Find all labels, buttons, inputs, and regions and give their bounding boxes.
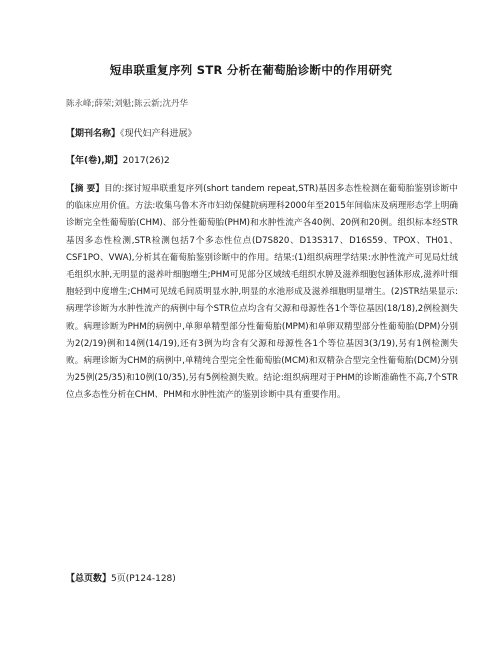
pages-value: 5页(P124-128) <box>111 574 176 584</box>
journal-label: 【期刊名称】 <box>66 129 121 139</box>
journal-value: 《现代妇产科进展》 <box>120 129 197 139</box>
issue-label: 【年(卷),期】 <box>66 156 123 166</box>
issue-line <box>66 153 170 166</box>
author-list: 陈永峰;薛荣;刘魁;陈云新;沈丹华 <box>66 99 188 109</box>
issue-value: 2017(26)2 <box>122 156 170 166</box>
pages-line <box>66 571 176 584</box>
abstract-label: 【摘 要】 <box>66 184 105 194</box>
journal-line <box>66 126 197 139</box>
paper-title: 短串联重复序列 STR 分析在葡萄胎诊断中的作用研究 <box>109 63 393 77</box>
abstract-text: 目的:探讨短串联重复序列(short tandem repeat,STR)基因多态性检测在葡萄胎鉴别诊断中的临床应用价值。方法:收集乌鲁木齐市妇幼保健院病理科2000年至2015年间临床及病理形态学上明确诊断完全性葡萄胎(CHM)、部分性葡萄胎(PHM)和水肿性流产各40例、20例和20例。组织标本经STR基因多态性检测,STR检测包括7个多态性位点(D7S820、D13S317、D16S59、TPOX、TH01、CSF1PO、VWA),分析其在葡萄胎鉴别诊断中的作用。结果:(1)组织病理学结果:水肿性流产可见局灶绒毛组织水肿,无明显的滋养叶细胞增生;PHM可见部分区域绒毛组织水肿及滋养细胞包涵体形成,滋养叶细胞轻到中度增生;CHM可见绒毛间质明显水肿,明显的水池形成及滋养细胞明显增生。(2)STR结果显示:病理学诊断为水肿性流产的病例中每个STR位点均含有父源和母源性各1个等位基因(18/18),2例检测失败。病理诊断为PHM的病例中,单卵单精型部分性葡萄胎(MPM)和单卵双精型部分性葡萄胎(DPM)分别为2(2/19)例和14例(14/19),还有3例为均含有父源和母源性各1个等位基因3(3/19),另有1例检测失败。病理诊断为CHM的病例中,单精纯合型完全性葡萄胎(MCM)和双精杂合型完全性葡萄胎(DCM)分别为25例(25/35)和10例(10/35),另有5例检测失败。结论:组织病理对于PHM的诊断准确性不高,7个STR位点多态性分析在CHM、PHM和水肿性流产的鉴别诊断中具有重要作用。 <box>66 184 458 401</box>
abstract-block <box>66 181 458 405</box>
pages-label: 【总页数】 <box>66 574 112 584</box>
